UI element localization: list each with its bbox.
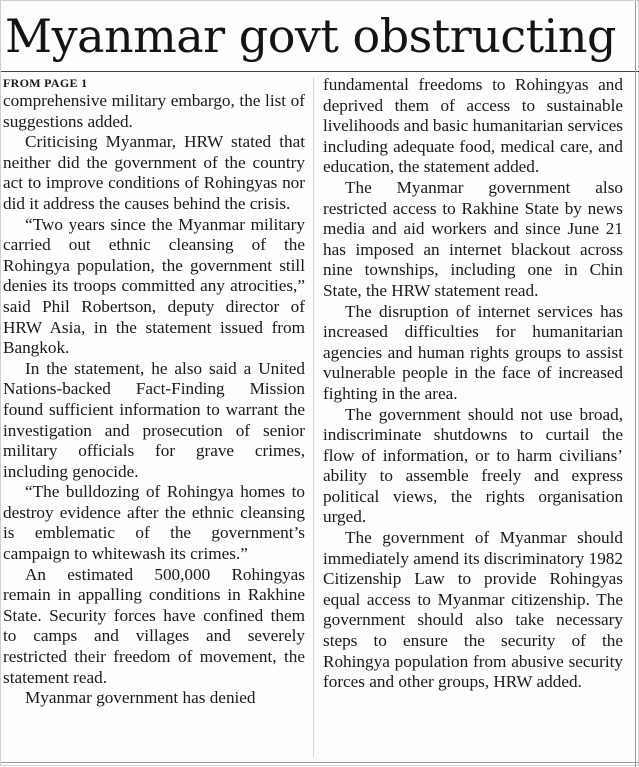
paragraph: Myanmar government has denied <box>25 688 256 708</box>
paragraph: fundamental freedoms to Rohingyas and deprived them of access to sustainable livelihoods and basic humanitarian services including adequate food, medical care, and education, the statement added. <box>323 75 623 177</box>
paragraph: The government should not use broad, indiscriminate shutdowns to curtail the flow of information, or to harm civilians’ ability to assemble freely and express political views, the rights organisation urged. <box>323 404 623 527</box>
column-divider <box>313 77 314 757</box>
page-edge <box>635 1 636 767</box>
paragraph: The disruption of internet services has increased difficulties for humanitarian agencies and human rights groups to assist vulnerable people in the face of increased fighting in the area. <box>323 301 623 403</box>
paragraph: An estimated 500,000 Rohingyas remain in appalling conditions in Rakhine State. Security forces have confined them to camps and villages and severely restricted their freedom of movement, the statement read. <box>3 564 305 687</box>
left-column <box>3 75 305 709</box>
headline: Myanmar govt obstructing <box>5 9 616 63</box>
paragraph: Criticising Myanmar, HRW stated that neither did the government of the country act to improve conditions of Rohingyas nor did it address the causes behind the crisis. <box>3 132 305 213</box>
paragraph: The government of Myanmar should immediately amend its discriminatory 1982 Citizenship Law to provide Rohingyas equal access to Myanmar citizenship. The government should also take necessary steps to ensure the security of the Rohingya population from abusive security forces and other groups, HRW added. <box>323 528 623 692</box>
paragraph: “Two years since the Myanmar military carried out ethnic cleansing of the Rohingya population, the government still denies its troops committed any atrocities,” said Phil Robertson, deputy director of HRW Asia, in the statement issued from Bangkok. <box>3 214 305 358</box>
paragraph: The Myanmar government also restricted access to Rakhine State by news media and aid workers and since June 21 has imposed an internet blackout across nine townships, including one in Chin State, the HRW statement read. <box>323 177 623 300</box>
paragraph: In the statement, he also said a United Nations-backed Fact-Finding Mission found sufficient information to warrant the investigation and prosecution of senior military officials for grave crimes, including genocide. <box>3 358 305 481</box>
paragraph: “The bulldozing of Rohingya homes to destroy evidence after the ethnic cleansing is emblematic of the government’s campaign to whitewash its crimes.” <box>3 482 305 564</box>
jump-line: FROM PAGE 1 <box>3 76 88 90</box>
headline-rule <box>1 71 639 72</box>
right-column <box>323 75 623 693</box>
paragraph: comprehensive military embargo, the list of suggestions added. <box>3 91 305 131</box>
bottom-rule <box>1 762 639 763</box>
